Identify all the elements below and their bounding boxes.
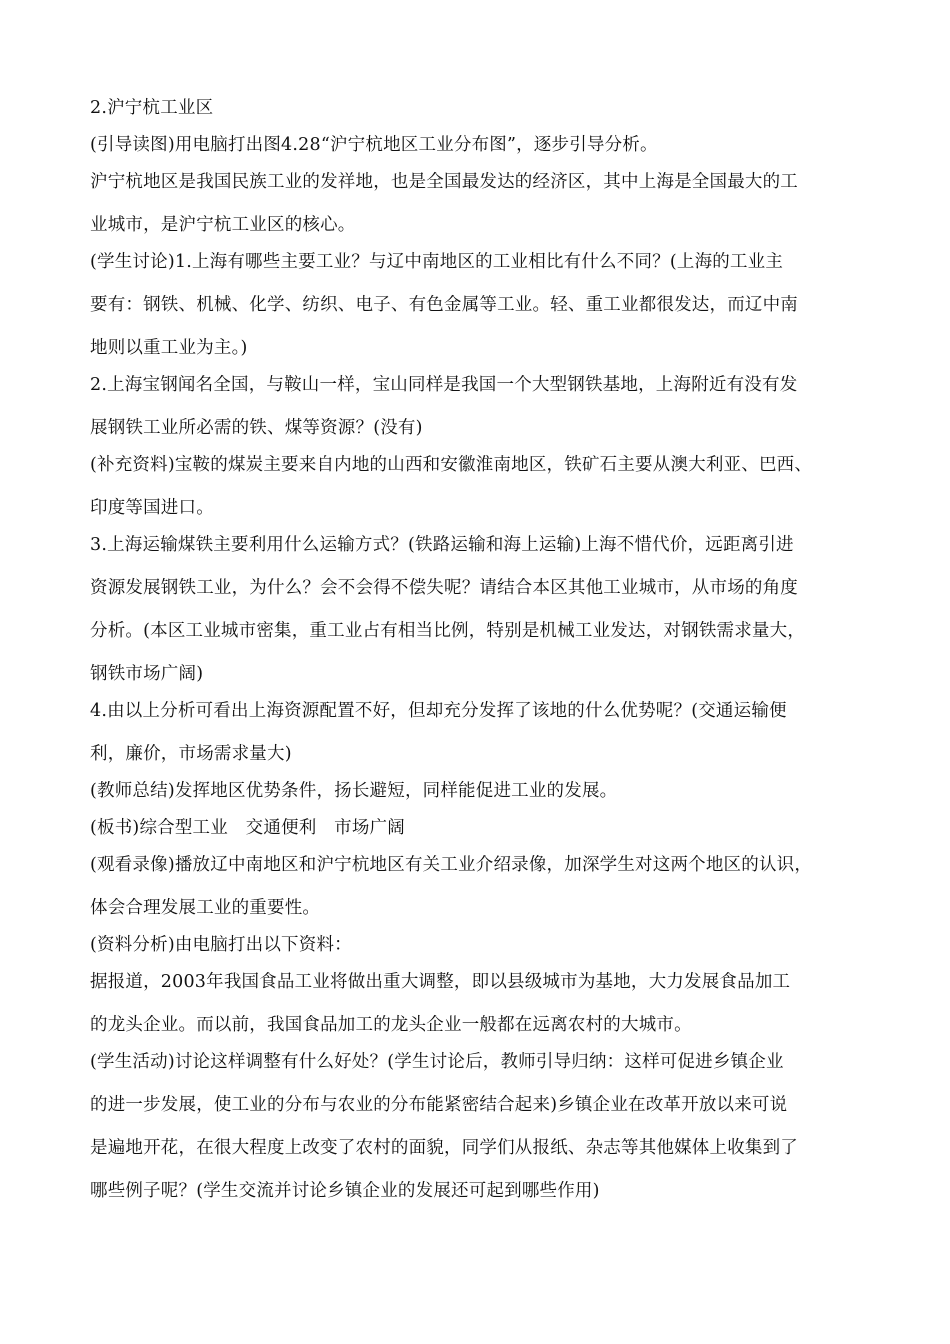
paragraph-line: 3.上海运输煤铁主要利用什么运输方式？(铁路运输和海上运输)上海不惜代价，远距离引进 [90, 535, 794, 555]
paragraph-line: 钢铁市场广阔) [90, 664, 204, 684]
paragraph-line: (补充资料)宝鞍的煤炭主要来自内地的山西和安徽淮南地区，铁矿石主要从澳大利亚、巴西、 [90, 455, 813, 475]
paragraph-line: 地则以重工业为主。) [90, 338, 248, 358]
paragraph-line: 业城市，是沪宁杭工业区的核心。 [90, 215, 356, 235]
paragraph-line: (观看录像)播放辽中南地区和沪宁杭地区有关工业介绍录像，加深学生对这两个地区的认识， [90, 855, 813, 875]
board-notes-line: (板书)综合型工业 交通便利 市场广阔 [90, 818, 405, 838]
paragraph-line: 2.上海宝钢闻名全国，与鞍山一样，宝山同样是我国一个大型钢铁基地，上海附近有没有发 [90, 375, 798, 395]
paragraph-line: (学生讨论)1.上海有哪些主要工业？与辽中南地区的工业相比有什么不同？(上海的工业主 [90, 252, 784, 272]
paragraph-line: 印度等国进口。 [90, 498, 214, 518]
paragraph-line: 是遍地开花，在很大程度上改变了农村的面貌，同学们从报纸、杂志等其他媒体上收集到了 [90, 1138, 798, 1158]
paragraph-line: 哪些例子呢？(学生交流并讨论乡镇企业的发展还可起到哪些作用) [90, 1181, 600, 1201]
paragraph-line: 的进一步发展，使工业的分布与农业的分布能紧密结合起来)乡镇企业在改革开放以来可说 [90, 1095, 788, 1115]
paragraph-line: 资源发展钢铁工业，为什么？会不会得不偿失呢？请结合本区其他工业城市，从市场的角度 [90, 578, 798, 598]
paragraph-line: 要有：钢铁、机械、化学、纺织、电子、有色金属等工业。轻、重工业都很发达，而辽中南 [90, 295, 798, 315]
paragraph-line: (资料分析)由电脑打出以下资料： [90, 935, 352, 955]
paragraph-line: 沪宁杭地区是我国民族工业的发祥地，也是全国最发达的经济区，其中上海是全国最大的工 [90, 172, 798, 192]
paragraph-line: 利，廉价，市场需求量大) [90, 744, 292, 764]
paragraph-line: 体会合理发展工业的重要性。 [90, 898, 321, 918]
paragraph-line: 4.由以上分析可看出上海资源配置不好，但却充分发挥了该地的什么优势呢？(交通运输便 [90, 701, 787, 721]
paragraph-line: 的龙头企业。而以前，我国食品加工的龙头企业一般都在远离农村的大城市。 [90, 1015, 692, 1035]
paragraph-line: (引导读图)用电脑打出图4.28“沪宁杭地区工业分布图”，逐步引导分析。 [90, 135, 658, 155]
paragraph-line: 分析。(本区工业城市密集，重工业占有相当比例，特别是机械工业发达，对钢铁需求量大， [90, 621, 806, 641]
document-body [90, 98, 865, 1201]
section-heading: 2.沪宁杭工业区 [90, 98, 214, 118]
paragraph-line: (学生活动)讨论这样调整有什么好处？(学生讨论后，教师引导归纳：这样可促进乡镇企业 [90, 1052, 784, 1072]
paragraph-line: 展钢铁工业所必需的铁、煤等资源？(没有) [90, 418, 423, 438]
paragraph-line: 据报道，2003年我国食品工业将做出重大调整，即以县级城市为基地，大力发展食品加工 [90, 972, 791, 992]
paragraph-line: (教师总结)发挥地区优势条件，扬长避短，同样能促进工业的发展。 [90, 781, 618, 801]
